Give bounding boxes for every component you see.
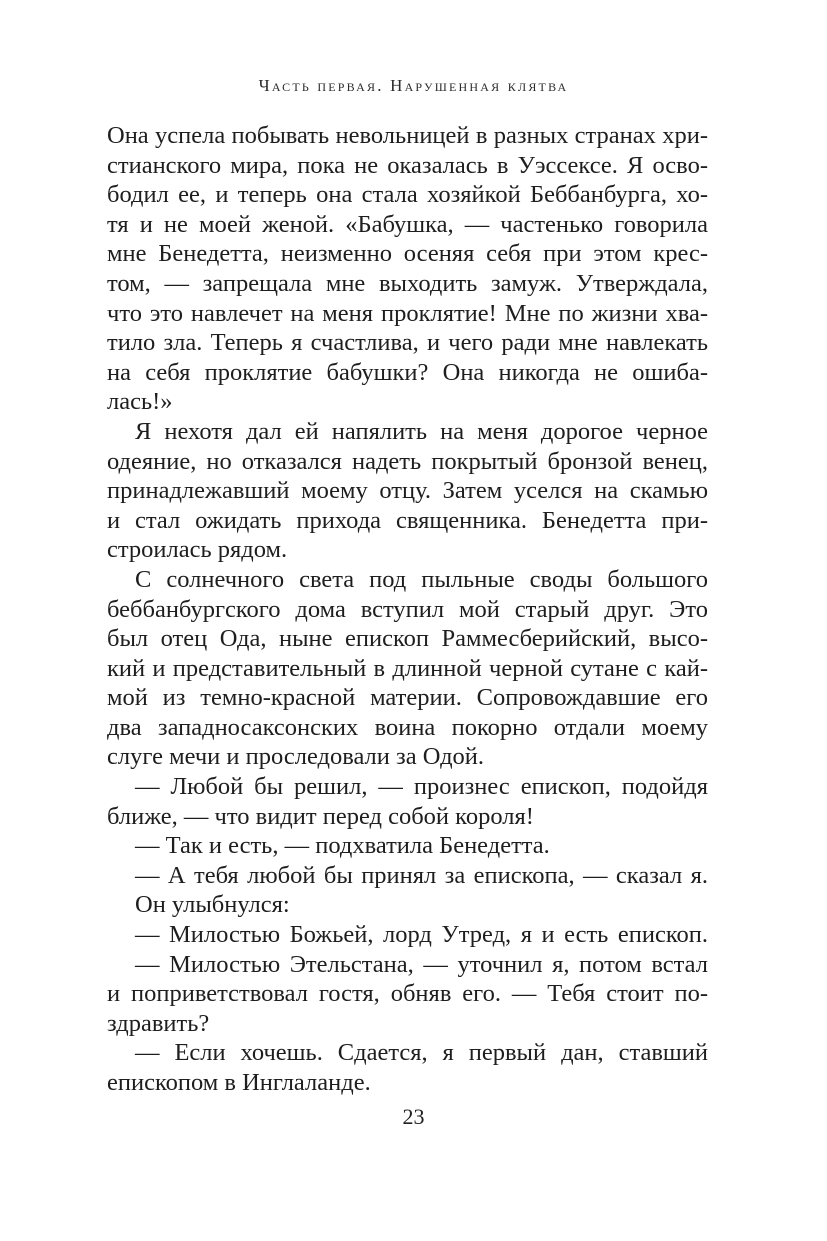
text-line: беббанбургского дома вступил мой старый друг. Это [107,595,708,623]
text-line: два западносаксонских воина покорно отдали моему [107,713,708,741]
text-line: том, — запрещала мне выходить замуж. Утверждала, [107,269,708,297]
text-line: что это навлечет на меня проклятие! Мне по жизни хва- [107,299,708,327]
text-line: мой из темно-красной материи. Сопровождавшие его [107,684,708,712]
text-line: кий и представительный в длинной черной сутане с кай- [107,654,708,682]
body-text [107,121,708,1098]
text-line: — А тебя любой бы принял за епископа, — сказал я. [135,861,708,889]
text-line: и поприветствовал гостя, обняв его. — Тебя стоит по- [107,980,708,1008]
text-line: строилась рядом. [107,536,288,564]
text-line: тило зла. Теперь я счастлива, и чего ради мне навлекать [107,329,708,357]
text-line: стианского мира, пока не оказалась в Уэссексе. Я осво- [107,151,708,179]
text-line: на себя проклятие бабушки? Она никогда не ошиба- [107,358,708,386]
text-line: и стал ожидать прихода священника. Бенедетта при- [107,506,708,534]
text-line: мне Бенедетта, неизменно осеняя себя при этом крес- [107,240,708,268]
text-line: был отец Ода, ныне епископ Раммесберийский, высо- [107,625,708,653]
text-line: — Если хочешь. Сдается, я первый дан, ставший [135,1039,708,1067]
text-line: Она успела побывать невольницей в разных странах хри- [107,122,708,149]
text-line: Я нехотя дал ей напялить на меня дорогое черное [135,417,708,445]
running-head: Часть первая. Нарушенная клятва [258,76,569,95]
text-line: ближе, — что видит перед собой короля! [107,802,534,830]
text-line: епископом в Инглаланде. [107,1069,371,1096]
text-line: Он улыбнулся: [135,891,290,919]
text-line: — Милостью Этельстана, — уточнил я, потом встал [135,950,708,978]
text-line: С солнечного света под пыльные своды большого [135,565,708,593]
text-line: бодил ее, и теперь она стала хозяйкой Беббанбурга, хо- [107,181,708,209]
text-line: — Так и есть, — подхватила Бенедетта. [135,832,550,860]
text-line: тя и не моей женой. «Бабушка, — частенько говорила [107,210,708,238]
text-line: лась!» [107,388,173,416]
text-line: здравить? [107,1009,210,1037]
text-line: принадлежавший моему отцу. Затем уселся на скамью [107,477,708,505]
text-line: одеяние, но отказался надеть покрытый бронзой венец, [107,447,708,475]
text-line: — Любой бы решил, — произнес епископ, подойдя [135,773,708,801]
text-line: — Милостью Божьей, лорд Утред, я и есть епископ. [135,921,708,949]
text-line: слуге мечи и проследовали за Одой. [107,743,485,771]
page-number: 23 [402,1104,425,1129]
